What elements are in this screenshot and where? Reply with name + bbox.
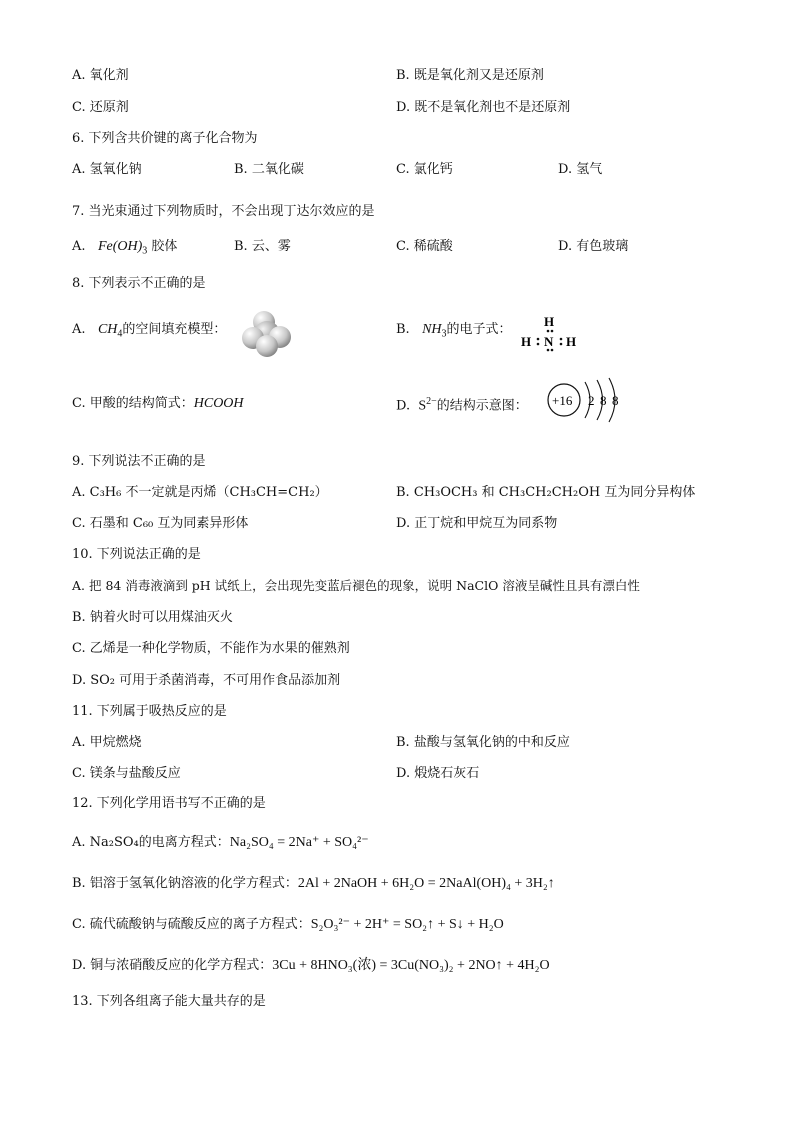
q9-stem: 9. 下列说法不正确的是 <box>72 454 206 469</box>
q10-option-c: C. 乙烯是一种化学物质，不能作为水果的催熟剂 <box>72 641 350 656</box>
q7-option-a-subscript: 3 <box>142 245 148 257</box>
q12-option-b-equation: 2Al + 2NaOH + 6H₂O = 2NaAl(OH)₄ + 3H₂↑ <box>297 876 555 891</box>
q12-option-d-text: D. 铜与浓硝酸反应的化学方程式： <box>72 958 273 973</box>
q8-option-d-charge: 2− <box>426 396 437 407</box>
q12-option-c-text: C. 硫代硫酸钠与硫酸反应的离子方程式： <box>72 917 311 932</box>
electron-dot-h-left: H <box>521 334 532 349</box>
shell-electron-count: 8 <box>600 393 607 408</box>
hydrogen-sphere <box>256 335 278 357</box>
electron-dot-h-right: H <box>566 334 577 349</box>
q8-option-b-text: 的电子式： <box>446 322 512 337</box>
q7-option-a-label: A. <box>72 239 86 254</box>
q8-option-c-formula: HCOOH <box>193 396 244 411</box>
q11-option-d: D. 煅烧石灰石 <box>396 766 480 781</box>
q8-option-b-formula: NH <box>422 322 442 337</box>
q11-option-b: B. 盐酸与氢氧化钠的中和反应 <box>396 735 570 750</box>
q13-stem: 13. 下列各组离子能大量共存的是 <box>72 994 266 1009</box>
q12-option-c-equation: S₂O₃²⁻ + 2H⁺ = SO₂↑ + S↓ + H₂O <box>310 917 504 932</box>
q10-option-b: B. 钠着火时可以用煤油灭火 <box>72 610 233 625</box>
q8-option-a-subscript: 4 <box>117 328 123 340</box>
q12-option-b <box>72 877 555 891</box>
sulfide-ion-structure-diagram <box>542 376 622 426</box>
q8-option-a <box>72 323 226 340</box>
q8-stem: 8. 下列表示不正确的是 <box>72 276 206 291</box>
q6-option-a: A. 氢氧化钠 <box>72 162 142 177</box>
q8-option-b-subscript: 3 <box>441 328 447 340</box>
q8-option-b-label: B. <box>396 322 410 337</box>
electron-dot <box>560 343 563 346</box>
electron-dot <box>551 330 554 333</box>
q12-option-a <box>72 836 369 850</box>
q7-stem: 7. 当光束通过下列物质时，不会出现丁达尔效应的是 <box>72 204 375 219</box>
electron-dot <box>547 349 550 352</box>
q5-option-c: C. 还原剂 <box>72 100 129 115</box>
electron-dot <box>560 338 563 341</box>
q7-option-d: D. 有色玻璃 <box>558 239 629 254</box>
nucleus-charge: +16 <box>552 393 573 408</box>
q8-option-d <box>396 397 528 413</box>
q8-option-c-text: C. 甲酸的结构简式： <box>72 396 194 411</box>
q7-option-a-text: 胶体 <box>151 239 178 254</box>
electron-dot-n: N <box>544 334 554 349</box>
q8-option-a-text: 的空间填充模型： <box>122 322 227 337</box>
q11-option-c: C. 镁条与盐酸反应 <box>72 766 181 781</box>
q5-option-a: A. 氧化剂 <box>72 68 129 83</box>
q12-option-a-equation: Na₂SO₄ = 2Na⁺ + SO₄²⁻ <box>229 835 369 850</box>
q7-option-a <box>72 240 177 257</box>
electron-dot <box>547 330 550 333</box>
electron-dot <box>551 349 554 352</box>
shell-electron-count: 2 <box>588 393 595 408</box>
q12-option-d-equation: 3Cu + 8HNO₃(浓) = 3Cu(NO₃)₂ + 2NO↑ + 4H₂O <box>272 958 550 973</box>
q5-option-d: D. 既不是氧化剂也不是还原剂 <box>396 100 571 115</box>
q8-option-d-ion: S <box>418 398 427 414</box>
q7-option-a-formula: Fe(OH) <box>97 239 143 254</box>
electron-dot-h-top: H <box>544 314 555 329</box>
methane-space-filling-model <box>238 308 296 360</box>
q10-option-a: A. 把 84 消毒液滴到 pH 试纸上，会出现先变蓝后褪色的现象，说明 NaClO 溶液呈碱性且具有漂白性 <box>72 578 640 593</box>
q10-option-d: D. SO₂ 可用于杀菌消毒，不可用作食品添加剂 <box>72 673 341 688</box>
shell-electron-count: 8 <box>612 393 619 408</box>
q10-stem: 10. 下列说法正确的是 <box>72 547 201 562</box>
q8-option-d-label: D. <box>396 398 411 414</box>
q11-option-a: A. 甲烷燃烧 <box>72 735 142 750</box>
electron-dot <box>537 338 540 341</box>
q8-option-a-formula: CH <box>97 322 118 337</box>
electron-dot <box>537 343 540 346</box>
q6-option-c: C. 氯化钙 <box>396 162 453 177</box>
q9-option-d: D. 正丁烷和甲烷互为同系物 <box>396 516 558 531</box>
q7-option-b: B. 云、雾 <box>234 239 291 254</box>
q8-option-b <box>396 323 512 340</box>
q6-stem: 6. 下列含共价键的离子化合物为 <box>72 131 258 146</box>
q12-option-a-text: A. Na₂SO₄的电离方程式： <box>72 835 230 850</box>
q11-stem: 11. 下列属于吸热反应的是 <box>72 704 227 719</box>
q12-option-b-text: B. 铝溶于氢氧化钠溶液的化学方程式： <box>72 876 298 891</box>
q8-option-d-text: 的结构示意图： <box>436 398 528 414</box>
q9-option-b: B. CH₃OCH₃ 和 CH₃CH₂CH₂OH 互为同分异构体 <box>396 485 696 500</box>
q9-option-c: C. 石墨和 C₆₀ 互为同素异形体 <box>72 516 249 531</box>
ammonia-electron-dot-formula <box>518 312 584 352</box>
q8-option-c <box>72 397 244 411</box>
q6-option-d: D. 氢气 <box>558 162 603 177</box>
q12-option-d <box>72 959 550 973</box>
q6-option-b: B. 二氧化碳 <box>234 162 304 177</box>
q12-option-c <box>72 918 504 932</box>
q9-option-a: A. C₃H₆ 不一定就是丙烯（CH₃CH=CH₂） <box>72 485 328 500</box>
q8-option-a-label: A. <box>72 322 86 337</box>
q7-option-c: C. 稀硫酸 <box>396 239 453 254</box>
q5-option-b: B. 既是氧化剂又是还原剂 <box>396 68 544 83</box>
q12-stem: 12. 下列化学用语书写不正确的是 <box>72 796 266 811</box>
